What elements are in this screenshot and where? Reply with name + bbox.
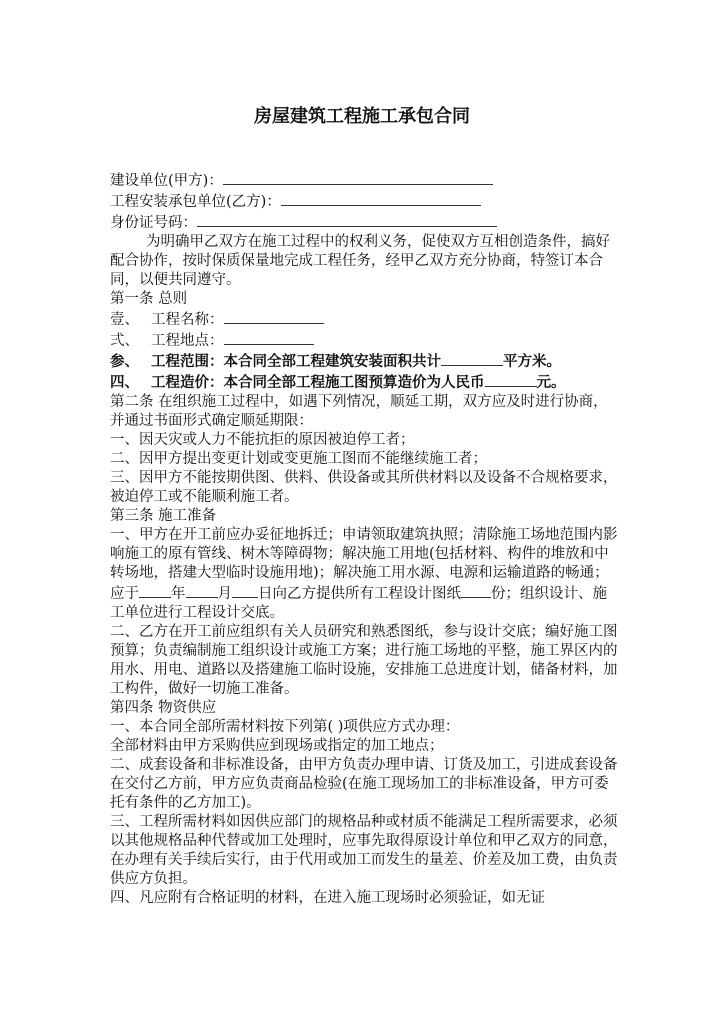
- article3-item1: [110, 526, 618, 623]
- contractor-blank: [281, 191, 481, 206]
- article4-item: 二、成套设备和非标准设备，由甲方负责办理申请、订货及加工，引进成套设备在交付乙方前，甲方应负责商品检验(在施工现场加工的非标准设备，甲方可委托有条件的乙方加工)。: [110, 757, 618, 811]
- day-label: 日向乙方提供所有工程设计图纸: [258, 586, 461, 602]
- price-blank: [485, 372, 537, 387]
- article1-item1: [110, 309, 618, 330]
- item3-number: 参、: [110, 354, 139, 370]
- article2-item: 一、因天灾或人力不能抗拒的原因被迫停工者；: [110, 432, 415, 448]
- article1-item3: [110, 351, 618, 372]
- item1-number: 壹、: [110, 312, 139, 328]
- article2-heading: 第二条 在组织施工过程中，如遇下列情况，顺延工期，双方应及时进行协商，并通过书面形式确定顺延期限：: [110, 394, 608, 429]
- article3-item1-text: 一、甲方在开工前应办妥征地拆迁；申请领取建筑执照；清除施工场地范围内影响施工的原有管线、树木等障碍物；解决施工用地(包括材料、构件的堆放和中转场地，搭建大型临时设施用地)；解决施工用水源、电源和运输道路的畅通；应于: [110, 527, 618, 602]
- item2-label: 工程地点：: [151, 333, 224, 349]
- item2-number: 弍、: [110, 333, 139, 349]
- article4-item: 一、本合同全部所需材料按下列第( )项供应方式办理：: [110, 719, 460, 735]
- item3-text-b: 平方米。: [503, 354, 561, 370]
- year-label: 年: [171, 586, 186, 602]
- article3-item2: 二、乙方在开工前应组织有关人员研究和熟悉图纸，参与设计交底；编好施工图预算；负责编制施工组织设计或施工方案；进行施工场地的平整，施工界区内的用水、用电、道路以及搭建施工临时设施，安排施工总进度计划，储备材料，加工构件，做好一切施工准备。: [110, 624, 618, 697]
- month-blank: [186, 583, 218, 598]
- area-blank: [441, 351, 503, 366]
- project-location-blank: [224, 330, 314, 345]
- contractor-line: [110, 191, 618, 212]
- id-line: [110, 212, 618, 233]
- article2-item: 二、因甲方提出变更计划或变更施工图而不能继续施工者；: [110, 451, 487, 467]
- item4-text-b: 元。: [536, 375, 566, 391]
- item1-label: 工程名称：: [151, 312, 224, 328]
- contract-title: 房屋建筑工程施工承包合同: [254, 106, 470, 127]
- item4-number: 四、: [110, 375, 139, 391]
- project-name-blank: [224, 309, 324, 324]
- article3-heading: 第三条 施工准备: [110, 508, 217, 524]
- article4-item: 全部材料由甲方采购供应到现场或指定的加工地点；: [110, 738, 444, 754]
- day-blank: [232, 583, 258, 598]
- article2-item: 三、因甲方不能按期供图、供料、供设备或其所供材料以及设备不合规格要求，被迫停工或不能顺利施工者。: [110, 470, 618, 505]
- owner-label: 建设单位(甲方)：: [110, 173, 223, 189]
- preamble: 为明确甲乙双方在施工过程中的权利义务，促使双方互相创造条件，搞好配合协作，按时保质保量地完成工程任务，经甲乙双方充分协商，特签订本合同，以便共同遵守。: [110, 234, 610, 288]
- article3-item1-tail: 份；组织设计、施工单位进行工程设计交底。: [110, 586, 607, 621]
- owner-blank: [223, 170, 493, 185]
- article4-heading: 第四条 物资供应: [110, 700, 217, 716]
- contract-body: [110, 170, 618, 908]
- item4-text-a: 工程造价：本合同全部工程施工图预算造价为人民币: [151, 375, 485, 391]
- id-label: 身份证号码：: [110, 215, 197, 231]
- contractor-label: 工程安装承包单位(乙方)：: [110, 194, 281, 210]
- id-blank: [197, 212, 497, 227]
- article4-item: 三、工程所需材料如因供应部门的规格品种或材质不能满足工程所需要求，必须以其他规格品种代替或加工处理时，应事先取得原设计单位和甲乙双方的同意，在办理有关手续后实行，由于代用或加工而发生的量差、价差及加工费，由负责供应方负担。: [110, 814, 618, 887]
- year-blank: [139, 583, 171, 598]
- article1-heading: 第一条 总则: [110, 291, 188, 307]
- article4-item: 四、凡应附有合格证明的材料，在进入施工现场时必须验证，如无证: [110, 890, 545, 906]
- owner-line: [110, 170, 618, 191]
- article1-item2: [110, 330, 618, 351]
- copies-blank: [461, 583, 491, 598]
- article1-item4: [110, 372, 618, 393]
- item3-text-a: 工程范围：本合同全部工程建筑安装面积共计: [151, 354, 441, 370]
- month-label: 月: [217, 586, 232, 602]
